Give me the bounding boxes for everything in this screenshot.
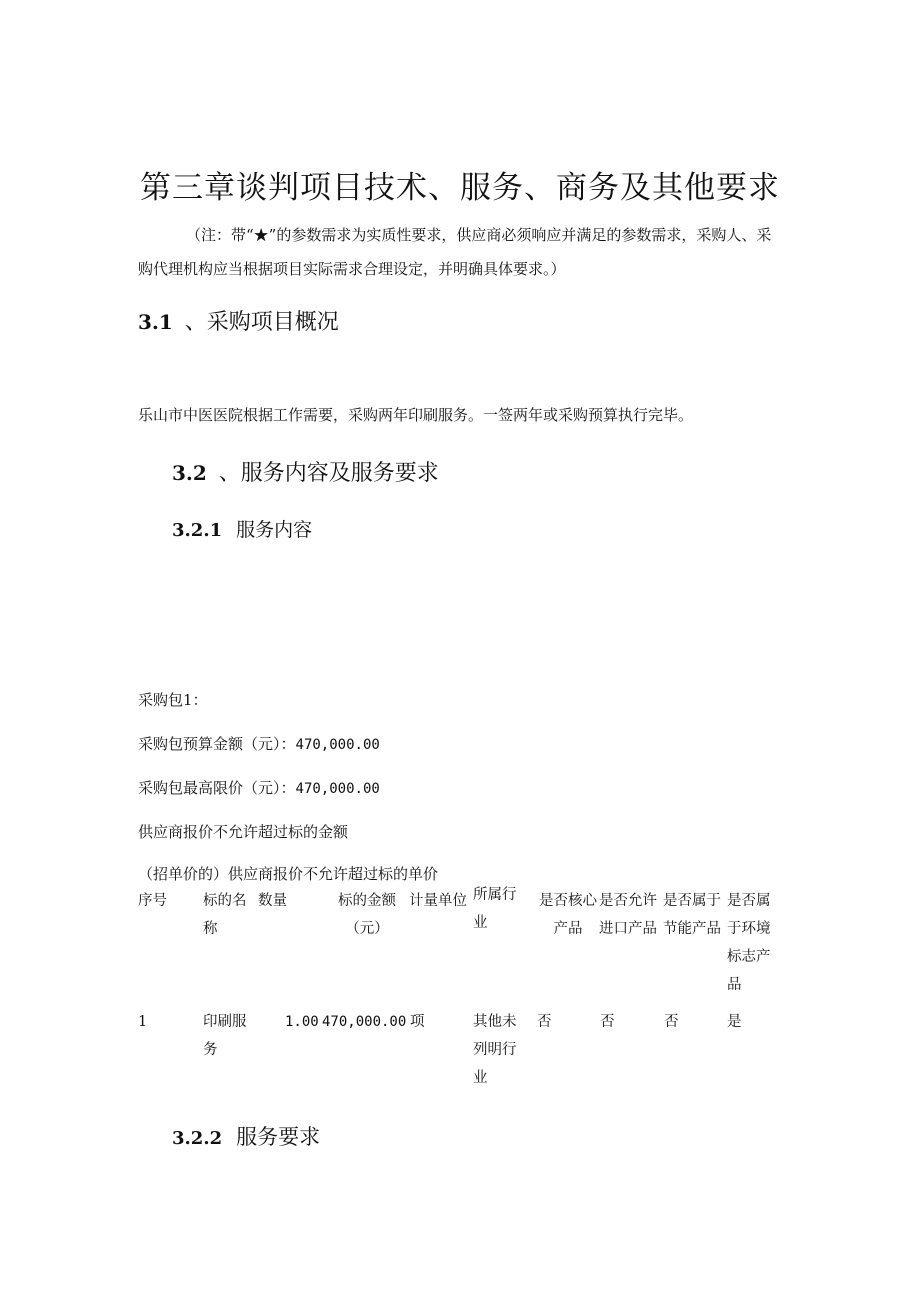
section-number: 3.2.2 [172, 1128, 223, 1149]
section-3-2-1-heading [172, 515, 312, 542]
table-cell: 印刷服务 [203, 1014, 247, 1058]
table-header-cell: 数量 [258, 893, 287, 909]
project-overview: 乐山市中医医院根据工作需要，采购两年印刷服务。一签两年或采购预算执行完毕。 [138, 406, 694, 424]
table-cell: 其他未列明行业 [473, 1014, 517, 1086]
table-cell: 470,000.00 [322, 1014, 407, 1030]
table-header-cell: 是否允许进口产品 [599, 893, 657, 937]
table-cell: 1 [138, 1014, 148, 1030]
budget-value: 470,000.00 [295, 737, 380, 753]
table-header-cell: 序号 [138, 893, 167, 909]
table-cell: 否 [664, 1014, 679, 1030]
table-header-cell: 是否属于环境标志产品 [727, 893, 771, 993]
section-title: 服务要求 [236, 1125, 321, 1149]
unit-price-limit-note: （招单价的）供应商报价不允许超过标的单价 [138, 865, 439, 883]
table-cell: 1.00 [285, 1014, 319, 1030]
table-header-cell: 是否核心产品 [539, 893, 597, 937]
table-header-cell: 标的名称 [203, 893, 247, 937]
note-line-1: （注：带“★”的参数需求为实质性要求，供应商必须响应并满足的参数需求，采购人、采 [186, 226, 772, 244]
note-line-2: 购代理机构应当根据项目实际需求合理设定，并明确具体要求。） [138, 260, 566, 278]
section-3-1-heading [138, 305, 339, 336]
max-price-line [138, 777, 380, 798]
section-3-2-heading [172, 456, 439, 487]
section-number: 3.2.1 [172, 520, 223, 541]
table-header-cell: 是否属于节能产品 [663, 893, 721, 937]
section-title: 服务内容 [236, 519, 313, 541]
section-3-2-2-heading [172, 1121, 320, 1151]
table-cell: 项 [410, 1014, 425, 1030]
budget-line [138, 733, 380, 754]
budget-label: 采购包预算金额（元）： [138, 735, 296, 753]
package-label: 采购包1： [138, 691, 208, 709]
table-cell: 否 [600, 1014, 615, 1030]
table-header-cell: 标的金额（元） [338, 893, 396, 937]
table-header-cell: 计量单位 [409, 893, 467, 909]
table-cell: 是 [727, 1014, 742, 1030]
chapter-title: 第三章谈判项目技术、服务、商务及其他要求 [140, 170, 780, 206]
table-cell: 否 [537, 1014, 552, 1030]
max-price-value: 470,000.00 [295, 781, 380, 797]
amount-limit-note: 供应商报价不允许超过标的金额 [138, 823, 349, 841]
requirement-note [138, 218, 778, 286]
max-price-label: 采购包最高限价（元）： [138, 779, 296, 797]
section-title: 、采购项目概况 [184, 310, 339, 335]
table-header-cell: 所属行业 [473, 887, 517, 931]
section-number: 3.2 [172, 461, 207, 485]
section-title: 、服务内容及服务要求 [218, 461, 439, 486]
section-number: 3.1 [138, 310, 173, 334]
